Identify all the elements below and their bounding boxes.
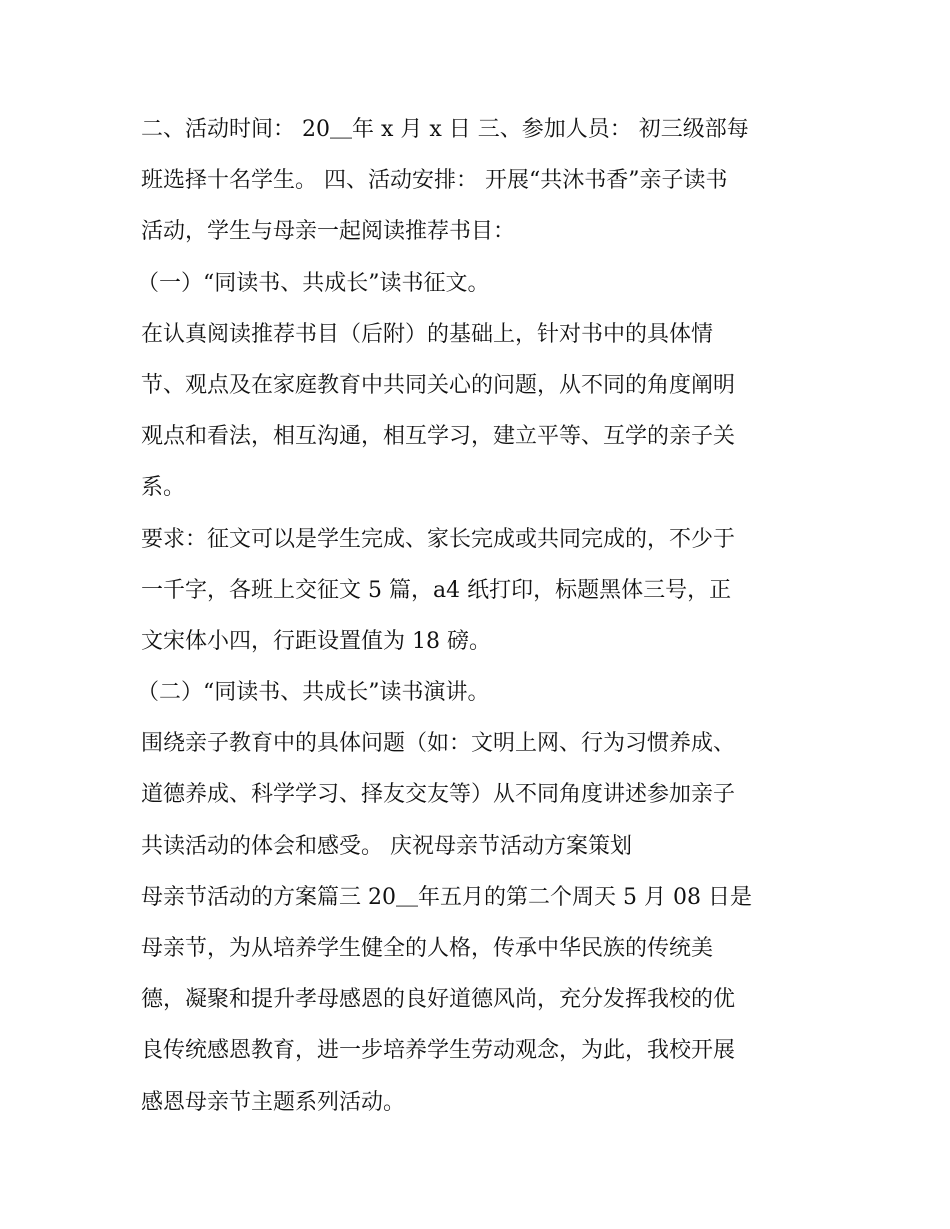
text-line: 一千字，各班上交征文 5 篇，a4 纸打印，标题黑体三号，正	[141, 577, 732, 603]
text-line: 围绕亲子教育中的具体问题（如：文明上网、行为习惯养成、	[141, 731, 736, 757]
text-line: 母亲节活动的方案篇三 20＿年五月的第二个周天 5 月 08 日是	[141, 884, 752, 910]
text-line: 节、观点及在家庭教育中共同关心的问题，从不同的角度阐明	[141, 372, 736, 398]
document-body	[137, 104, 813, 1128]
text-line: 感恩母亲节主题系列活动。	[141, 1089, 406, 1115]
text-line: 在认真阅读推荐书目（后附）的基础上，针对书中的具体情	[141, 321, 714, 347]
text-line: 德，凝聚和提升孝母感恩的良好道德风尚，充分发挥我校的优	[141, 987, 736, 1013]
text-line: 班选择十名学生。 四、活动安排： 开展“共沐书香”亲子读书	[141, 168, 728, 194]
text-line: 良传统感恩教育，进一步培养学生劳动观念，为此，我校开展	[141, 1038, 736, 1064]
text-line: 文宋体小四，行距设置值为 18 磅。	[141, 628, 491, 654]
text-line: 母亲节，为从培养学生健全的人格，传承中华民族的传统美	[141, 936, 714, 961]
text-line: 活动，学生与母亲一起阅读推荐书目：	[141, 219, 516, 245]
text-line: 二、活动时间： 20＿年 x 月 x 日 三、参加人员： 初三级部每	[141, 117, 749, 142]
section-heading: （一）“同读书、共成长”读书征文。	[137, 270, 490, 296]
text-line: 系。	[141, 475, 186, 501]
text-line: 共读活动的体会和感受。 庆祝母亲节活动方案策划	[141, 833, 632, 859]
section-heading: （二）“同读书、共成长”读书演讲。	[137, 680, 490, 706]
text-line: 道德养成、科学学习、择友交友等）从不同角度讲述参加亲子	[141, 782, 736, 808]
text-line: 观点和看法，相互沟通，相互学习，建立平等、互学的亲子关	[141, 424, 736, 450]
text-line: 要求：征文可以是学生完成、家长完成或共同完成的，不少于	[141, 526, 736, 552]
